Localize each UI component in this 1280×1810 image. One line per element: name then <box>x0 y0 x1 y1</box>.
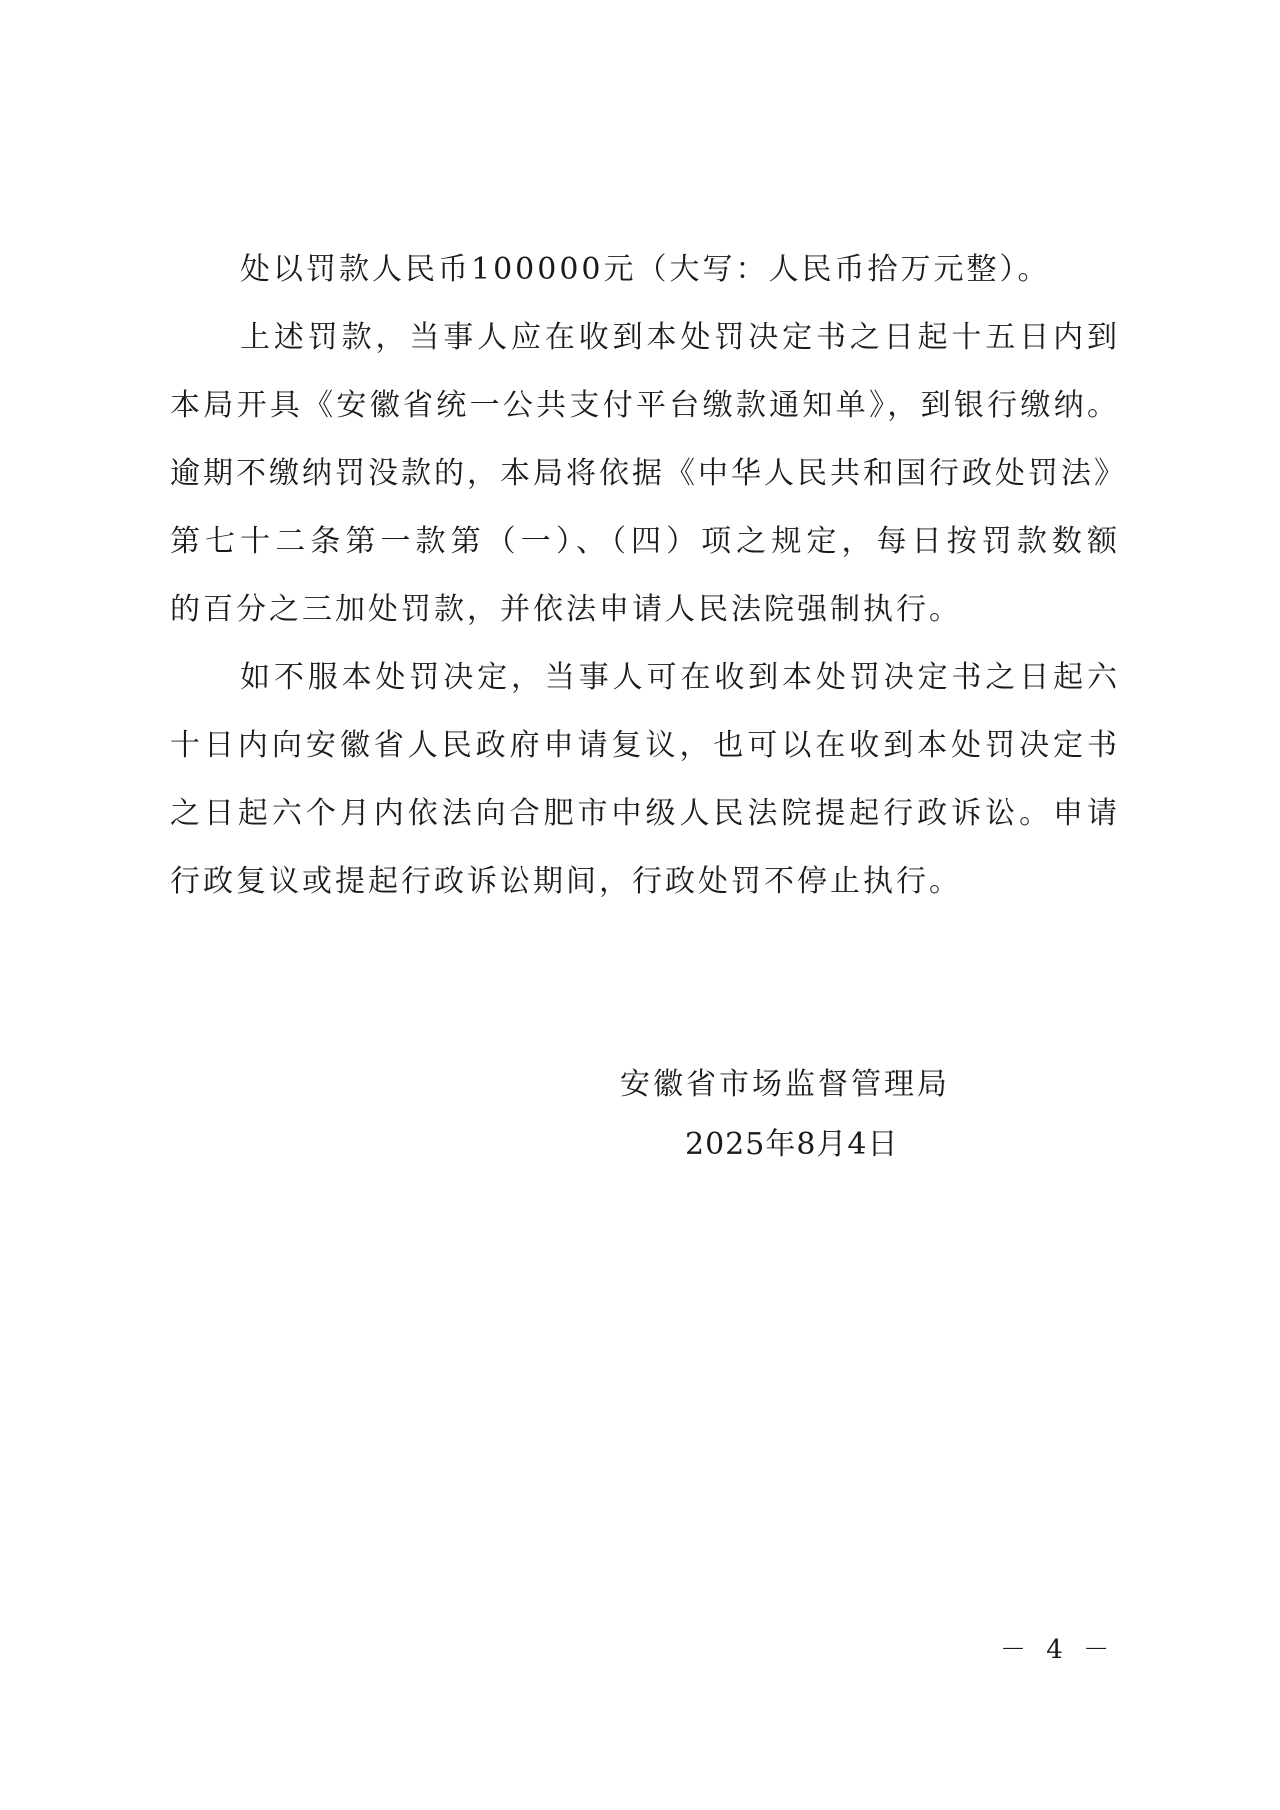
paragraph-3-line-1: 如不服本处罚决定，当事人可在收到本处罚决定书之日起六 <box>240 660 1120 695</box>
issue-date: 2025年8月4日 <box>685 1127 899 1162</box>
paragraph-2-line-1: 上述罚款，当事人应在收到本处罚决定书之日起十五日内到 <box>240 320 1120 355</box>
paragraph-1-line-1: 处以罚款人民币100000元（大写：人民币拾万元整）。 <box>240 252 1051 287</box>
paragraph-3-line-4: 行政复议或提起行政诉讼期间，行政处罚不停止执行。 <box>170 864 962 899</box>
paragraph-2-line-5: 的百分之三加处罚款，并依法申请人民法院强制执行。 <box>170 592 962 627</box>
paragraph-2-line-3: 逾期不缴纳罚没款的，本局将依据《中华人民共和国行政处罚法》 <box>170 456 1127 491</box>
paragraph-2-line-4: 第七十二条第一款第（一）、（四）项之规定，每日按罚款数额 <box>170 524 1120 559</box>
issuing-organization: 安徽省市场监督管理局 <box>620 1067 950 1102</box>
page-number: － 4 － <box>1000 1635 1116 1665</box>
document-body <box>170 236 1127 916</box>
paragraph-3-line-3: 之日起六个月内依法向合肥市中级人民法院提起行政诉讼。申请 <box>170 796 1120 831</box>
paragraph-3-line-2: 十日内向安徽省人民政府申请复议，也可以在收到本处罚决定书 <box>170 728 1120 763</box>
paragraph-2-line-2: 本局开具《安徽省统一公共支付平台缴款通知单》，到银行缴纳。 <box>170 388 1120 423</box>
